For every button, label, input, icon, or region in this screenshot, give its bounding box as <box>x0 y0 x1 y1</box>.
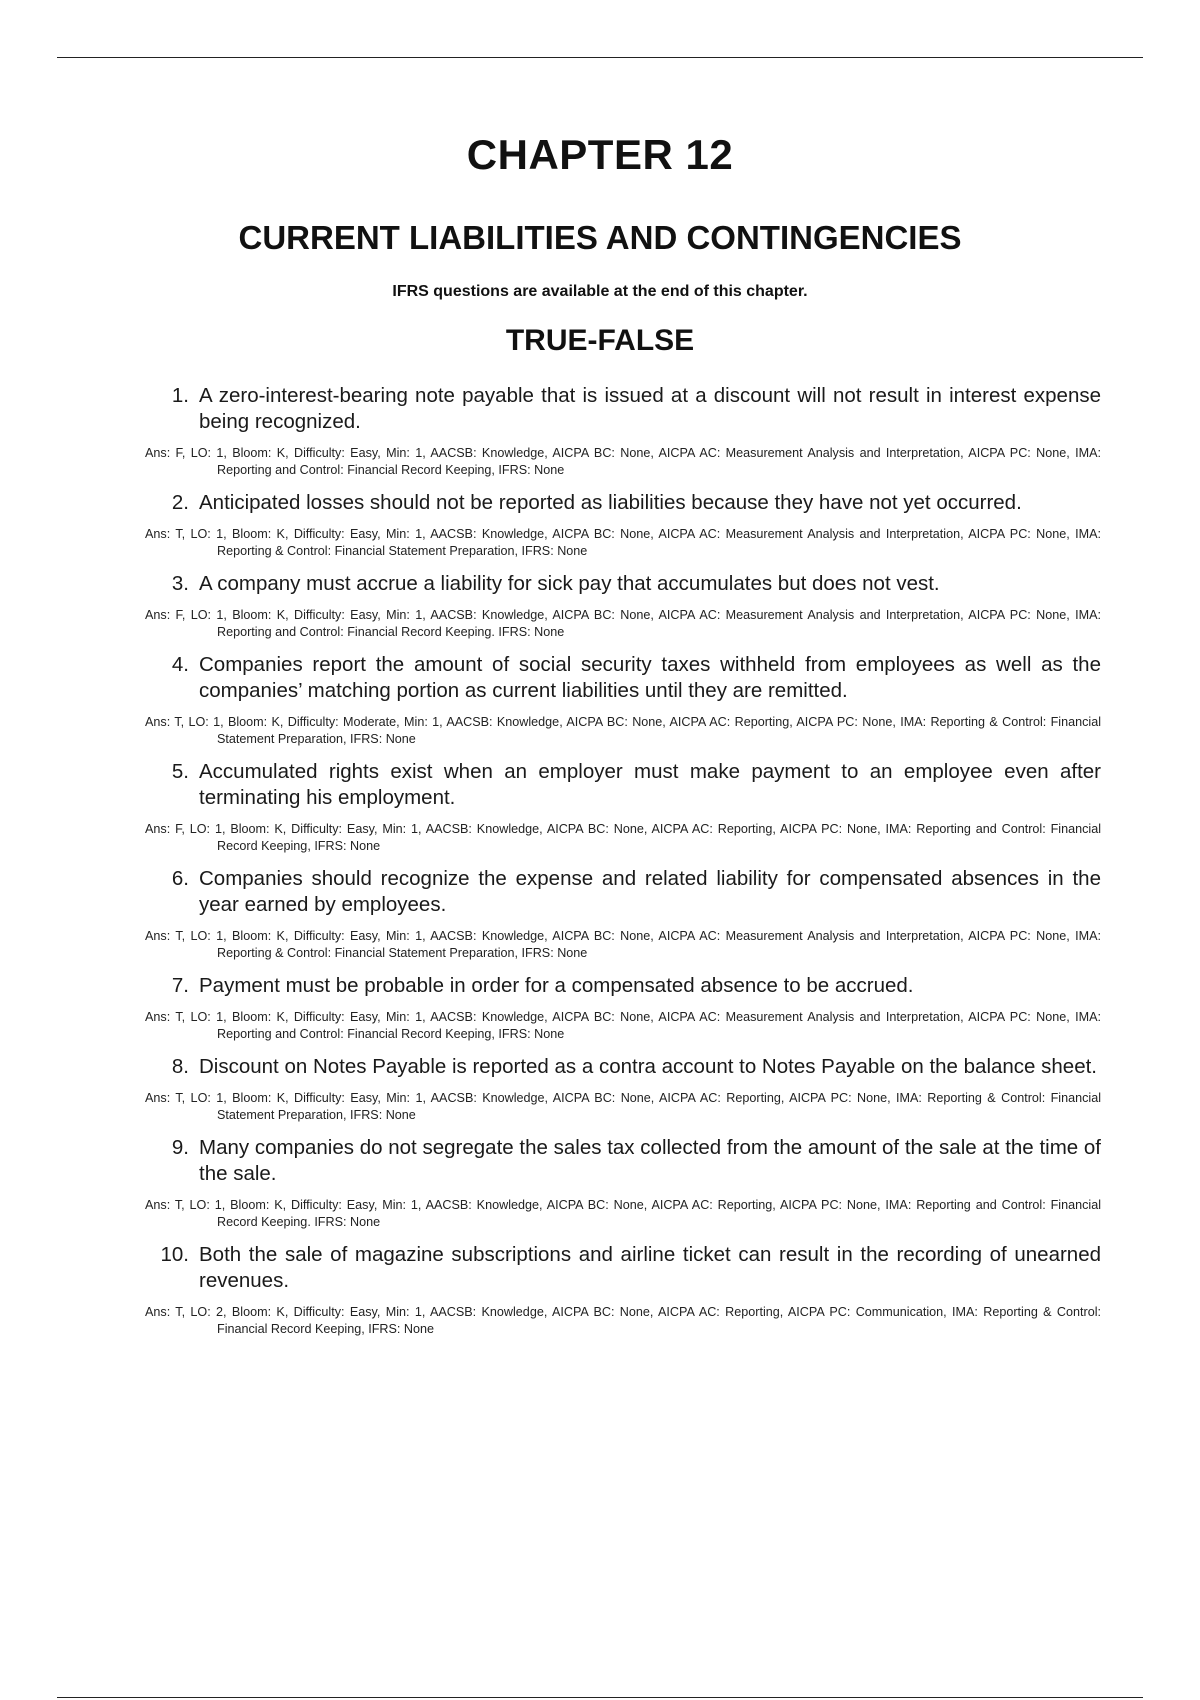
question-number: 3. <box>171 572 189 595</box>
chapter-heading: CHAPTER 12 <box>466 131 734 178</box>
question-number: 2. <box>171 491 189 514</box>
ifrs-note: IFRS questions are available at the end of this chapter. <box>392 283 808 300</box>
question-text: Anticipated losses should not be reported as liabilities because they have not yet occurred. <box>199 491 1022 514</box>
answer-metadata: Ans: T, LO: 1, Bloom: K, Difficulty: Easy, Min: 1, AACSB: Knowledge, AICPA BC: None, AICPA AC: Measurement Analysis and Interpretation, AICPA PC: None, IMA: Reporting & Control: Financial Statement Preparation, IFRS: None <box>145 929 1101 960</box>
answer-metadata: Ans: T, LO: 1, Bloom: K, Difficulty: Easy, Min: 1, AACSB: Knowledge, AICPA BC: None, AICPA AC: Measurement Analysis and Interpretation, AICPA PC: None, IMA: Reporting & Control: Financial Statement Preparation, IFRS: None <box>145 527 1101 558</box>
question-number: 6. <box>171 867 189 890</box>
question-item <box>145 1242 1101 1337</box>
top-rule <box>57 57 1143 58</box>
answer-metadata: Ans: T, LO: 1, Bloom: K, Difficulty: Moderate, Min: 1, AACSB: Knowledge, AICPA BC: None, AICPA AC: Reporting, AICPA PC: None, IMA: Reporting & Control: Financial Statement Preparation, IFRS: None <box>145 715 1101 746</box>
question-item <box>145 866 1101 961</box>
answer-metadata: Ans: T, LO: 1, Bloom: K, Difficulty: Easy, Min: 1, AACSB: Knowledge, AICPA BC: None, AICPA AC: Reporting, AICPA PC: None, IMA: Reporting & Control: Financial Statement Preparation, IFRS: None <box>145 1091 1101 1122</box>
question-text: Both the sale of magazine subscriptions and airline ticket can result in the recording of unearned revenues. <box>199 1243 1101 1292</box>
question-item <box>145 652 1101 747</box>
answer-metadata: Ans: F, LO: 1, Bloom: K, Difficulty: Easy, Min: 1, AACSB: Knowledge, AICPA BC: None, AICPA AC: Measurement Analysis and Interpretation, AICPA PC: None, IMA: Reporting and Control: Financial Record Keeping. IFRS: None <box>145 608 1101 639</box>
question-text: A zero-interest-bearing note payable that is issued at a discount will not result in interest expense being recognized. <box>199 384 1101 433</box>
question-list <box>145 383 1101 1349</box>
bottom-rule <box>57 1697 1143 1698</box>
question-item <box>145 383 1101 478</box>
question-item <box>145 1054 1101 1123</box>
section-heading: TRUE-FALSE <box>505 324 695 357</box>
question-number: 4. <box>171 653 189 676</box>
question-item <box>145 571 1101 640</box>
question-text: Accumulated rights exist when an employer must make payment to an employee even after terminating his employment. <box>199 760 1101 809</box>
question-number: 7. <box>171 974 189 997</box>
answer-metadata: Ans: T, LO: 1, Bloom: K, Difficulty: Easy, Min: 1, AACSB: Knowledge, AICPA BC: None, AICPA AC: Measurement Analysis and Interpretation, AICPA PC: None, IMA: Reporting and Control: Financial Record Keeping, IFRS: None <box>145 1010 1101 1041</box>
question-item <box>145 490 1101 559</box>
chapter-title: CURRENT LIABILITIES AND CONTINGENCIES <box>238 219 962 256</box>
question-text: Discount on Notes Payable is reported as a contra account to Notes Payable on the balance sheet. <box>199 1055 1097 1078</box>
answer-metadata: Ans: T, LO: 1, Bloom: K, Difficulty: Easy, Min: 1, AACSB: Knowledge, AICPA BC: None, AICPA AC: Reporting, AICPA PC: None, IMA: Reporting and Control: Financial Record Keeping. IFRS: None <box>145 1198 1101 1229</box>
answer-metadata: Ans: F, LO: 1, Bloom: K, Difficulty: Easy, Min: 1, AACSB: Knowledge, AICPA BC: None, AICPA AC: Reporting, AICPA PC: None, IMA: Reporting and Control: Financial Record Keeping, IFRS: None <box>145 822 1101 853</box>
question-item <box>145 1135 1101 1230</box>
question-number: 9. <box>171 1136 189 1159</box>
question-text: Companies should recognize the expense and related liability for compensated absences in the year earned by employees. <box>199 867 1101 916</box>
question-number: 5. <box>171 760 189 783</box>
question-item <box>145 973 1101 1042</box>
answer-metadata: Ans: F, LO: 1, Bloom: K, Difficulty: Easy, Min: 1, AACSB: Knowledge, AICPA BC: None, AICPA AC: Measurement Analysis and Interpretation, AICPA PC: None, IMA: Reporting and Control: Financial Record Keeping, IFRS: None <box>145 446 1101 477</box>
question-number: 10. <box>160 1243 189 1266</box>
question-number: 8. <box>171 1055 189 1078</box>
question-text: Many companies do not segregate the sales tax collected from the amount of the sale at the time of the sale. <box>199 1136 1101 1185</box>
question-item <box>145 759 1101 854</box>
question-number: 1. <box>171 384 189 407</box>
question-text: Payment must be probable in order for a compensated absence to be accrued. <box>199 974 914 997</box>
question-text: Companies report the amount of social security taxes withheld from employees as well as the companies’ matching portion as current liabilities until they are remitted. <box>199 653 1101 702</box>
answer-metadata: Ans: T, LO: 2, Bloom: K, Difficulty: Easy, Min: 1, AACSB: Knowledge, AICPA BC: None, AICPA AC: Reporting, AICPA PC: Communication, IMA: Reporting & Control: Financial Record Keeping, IFRS: None <box>145 1305 1101 1336</box>
question-text: A company must accrue a liability for sick pay that accumulates but does not vest. <box>199 572 940 595</box>
